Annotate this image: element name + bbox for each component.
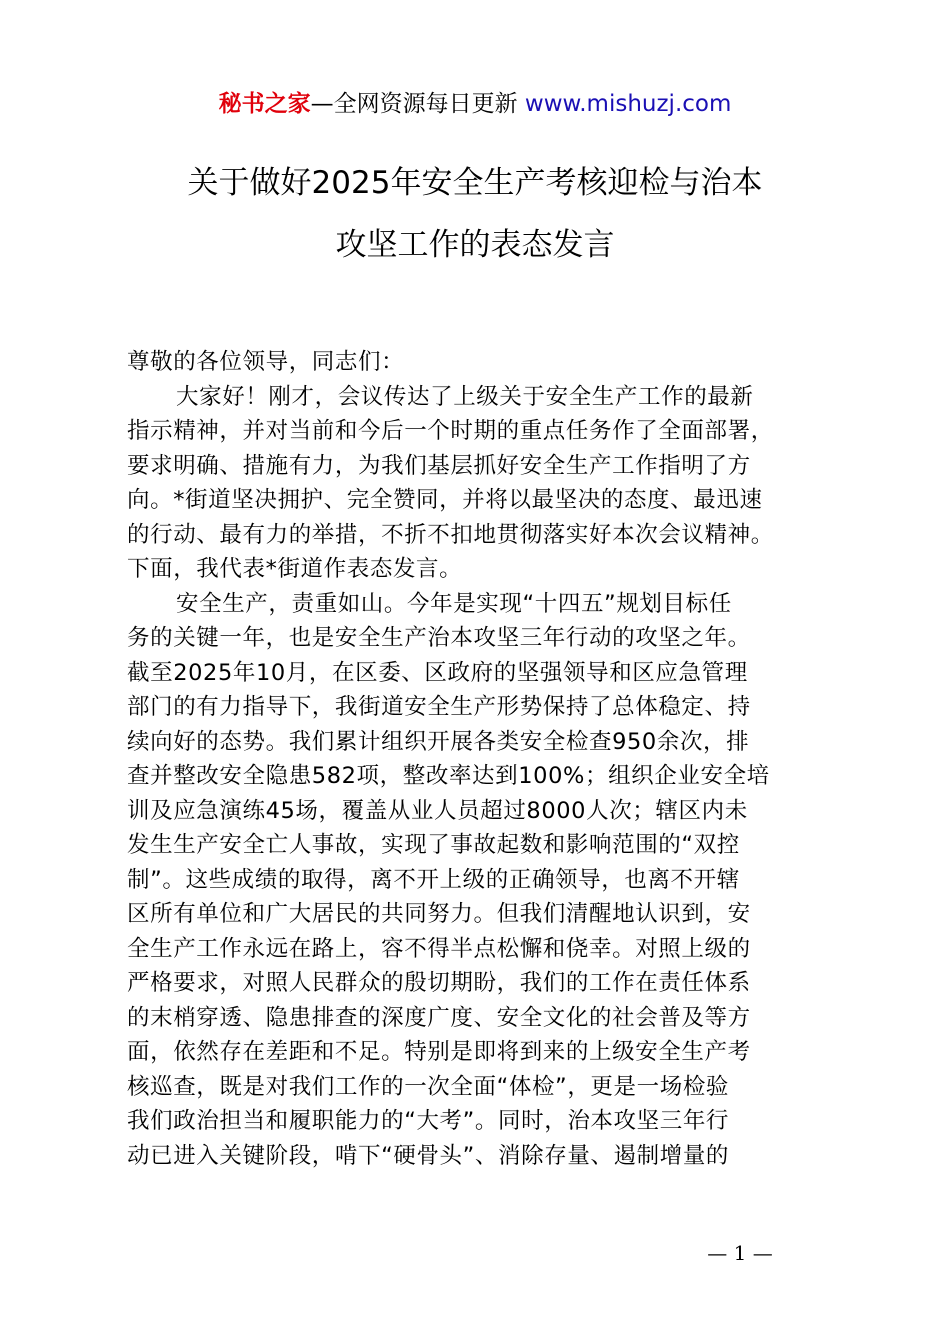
- body-line: 我们政治担当和履职能力的“大考”。同时，治本攻坚三年行: [127, 1108, 730, 1134]
- site-url[interactable]: www.mishuzj.com: [524, 91, 732, 117]
- body-line: 制”。这些成绩的取得，离不开上级的正确领导，也离不开辖: [127, 866, 740, 893]
- document-body: [127, 345, 837, 1173]
- body-line: 要求明确、措施有力，为我们基层抓好安全生产工作指明了方: [127, 452, 751, 479]
- body-line: 全生产工作永远在路上，容不得半点松懈和侥幸。对照上级的: [127, 935, 751, 962]
- body-line: 核巡查，既是对我们工作的一次全面“体检”，更是一场检验: [127, 1073, 730, 1100]
- body-line: 区所有单位和广大居民的共同努力。但我们清醒地认识到，安: [127, 901, 751, 927]
- body-line: 截至2025年10月，在区委、区政府的坚强领导和区应急管理: [127, 659, 748, 686]
- body-line: 查并整改安全隐患582项，整改率达到100%；组织企业安全培: [127, 763, 770, 789]
- body-line: 的末梢穿透、隐患排查的深度广度、安全文化的社会普及等方: [127, 1004, 751, 1031]
- body-line: 训及应急演练45场，覆盖从业人员超过8000人次；辖区内未: [127, 797, 748, 824]
- site-header: [0, 86, 950, 122]
- page-number: — 1 —: [707, 1241, 773, 1265]
- body-line: 部门的有力指导下，我街道安全生产形势保持了总体稳定、持: [127, 694, 751, 720]
- body-line: 发生生产安全亡人事故，实现了事故起数和影响范围的“双控: [127, 832, 740, 858]
- body-line: 务的关键一年，也是安全生产治本攻坚三年行动的攻坚之年。: [127, 625, 751, 651]
- body-line: 严格要求，对照人民群众的殷切期盼，我们的工作在责任体系: [127, 970, 751, 996]
- body-line: 安全生产，责重如山。今年是实现“十四五”规划目标任: [176, 590, 732, 617]
- title-line-2: 攻坚工作的表态发言: [335, 227, 615, 263]
- body-line: 指示精神，并对当前和今后一个时期的重点任务作了全面部署，: [127, 418, 774, 444]
- body-line: 续向好的态势。我们累计组织开展各类安全检查950余次，排: [127, 728, 750, 755]
- body-line: 动已进入关键阶段，啃下“硬骨头”、消除存量、遏制增量的: [127, 1142, 730, 1169]
- body-line: 的行动、最有力的举措，不折不扣地贯彻落实好本次会议精神。: [127, 521, 774, 548]
- document-title: [0, 160, 950, 284]
- title-line-1: 关于做好2025年安全生产考核迎检与治本: [187, 165, 763, 201]
- body-line: 向。*街道坚决拥护、完全赞同，并将以最坚决的态度、最迅速: [127, 487, 763, 513]
- body-line: 面，依然存在差距和不足。特别是即将到来的上级安全生产考: [127, 1039, 751, 1065]
- body-line: 大家好！刚才，会议传达了上级关于安全生产工作的最新: [176, 383, 754, 410]
- site-brand: 秘书之家: [218, 91, 311, 117]
- body-line: 下面，我代表*街道作表态发言。: [127, 556, 463, 582]
- site-slogan: —全网资源每日更新: [310, 91, 525, 117]
- salutation: 尊敬的各位领导，同志们：: [127, 349, 405, 375]
